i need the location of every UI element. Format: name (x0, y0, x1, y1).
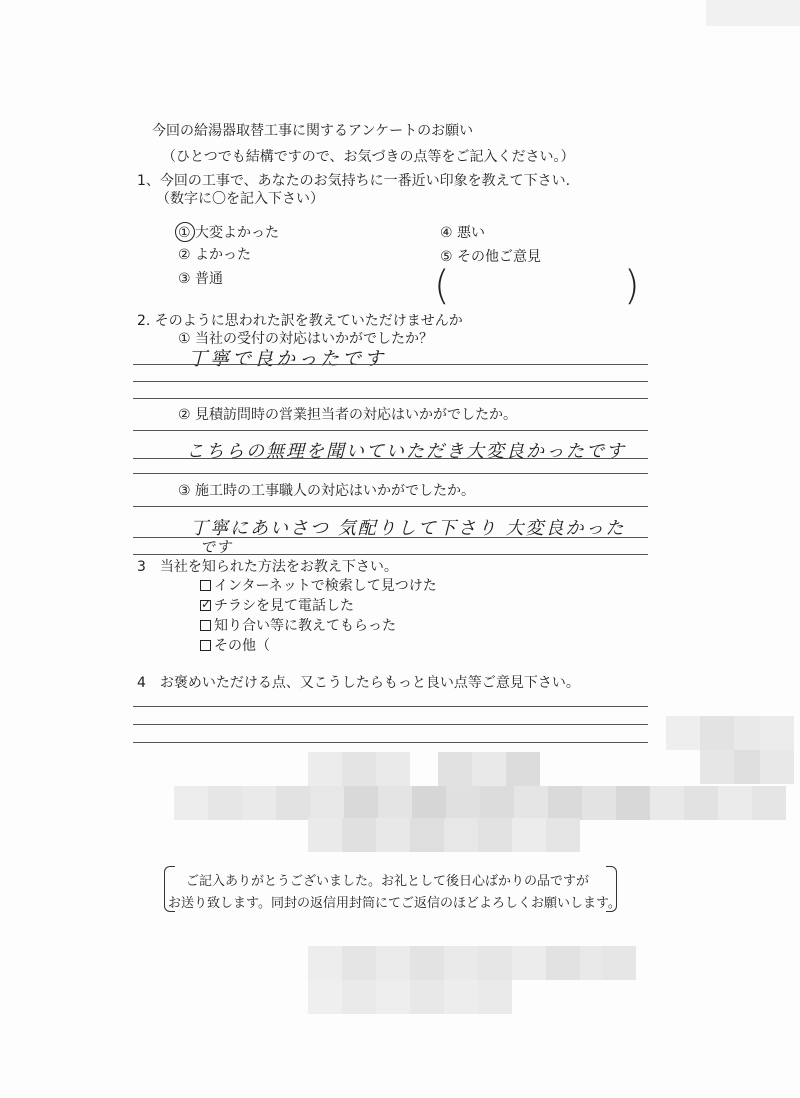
q1-option-5-label: その他ご意見 (457, 249, 542, 265)
q1-option-4-label: 悪い (457, 225, 486, 241)
survey-subtitle: （ひとつでも結構ですので、お気づきの点等をご記入ください。） (162, 149, 575, 165)
answer-line (133, 724, 648, 725)
answer-line (133, 706, 648, 707)
q1-option-4-num: ④ (440, 225, 453, 241)
survey-title: 今回の給湯器取替工事に関するアンケートのお願い (152, 123, 474, 139)
q1-instruction: （数字に〇を記入下さい） (156, 191, 324, 207)
q3-option-2[interactable] (200, 597, 354, 615)
answer-line (133, 381, 648, 382)
q4-question: 4 お褒めいただける点、又こうしたらもっと良い点等ご意見下さい。 (137, 675, 580, 691)
q3-option-4-label: その他（ (214, 638, 270, 654)
q1-option-1-num: ① (178, 225, 191, 241)
checkbox-icon[interactable] (200, 580, 211, 591)
q2-question: 2. そのように思われた訳を教えていただけませんか (137, 313, 463, 329)
q2-item-1-answer[interactable]: 丁寧で良かったです (188, 348, 387, 370)
footer-line-2: お送り致します。同封の返信用封筒にてご返信のほどよろしくお願いします。 (168, 896, 621, 911)
q1-option-3-label: 普通 (195, 271, 224, 287)
answer-line (133, 430, 648, 431)
q1-option-2[interactable] (178, 246, 251, 264)
q1-other-paren-close: ) (624, 263, 640, 309)
q1-question: 1、今回の工事で、あなたのお気持ちに一番近い印象を教えて下さい. (137, 173, 571, 189)
q1-option-3[interactable] (178, 270, 223, 288)
q2-item-2-label: ② 見積訪問時の営業担当者の対応はいかがでしたか。 (178, 407, 517, 423)
answer-line (133, 458, 648, 459)
checkbox-icon[interactable] (200, 620, 211, 631)
q1-option-1-label: 大変よかった (195, 225, 280, 241)
answer-line (133, 473, 648, 474)
q3-option-3-label: 知り合い等に教えてもらった (214, 618, 396, 634)
q3-option-4[interactable] (200, 637, 270, 655)
answer-line (133, 554, 648, 555)
answer-line (133, 742, 648, 743)
answer-line (133, 364, 648, 365)
answer-line (133, 506, 648, 507)
q1-option-5[interactable] (440, 248, 541, 266)
q3-option-2-label: チラシを見て電話した (214, 598, 354, 614)
q1-option-3-num: ③ (178, 271, 191, 287)
q3-option-3[interactable] (200, 617, 396, 635)
q2-item-2-answer[interactable]: こちらの無理を聞いていただき大変良かったです (186, 441, 626, 462)
q2-item-3-answer-cont: です (200, 538, 233, 556)
q1-option-4[interactable] (440, 224, 485, 242)
q1-other-paren-open: ( (434, 263, 450, 309)
selection-circle-mark (175, 222, 195, 242)
q1-option-1[interactable] (178, 224, 279, 242)
q2-item-3-label: ③ 施工時の工事職人の対応はいかがでしたか。 (178, 483, 475, 499)
scan-corner-shade (706, 0, 800, 26)
footer-line-1: ご記入ありがとうございました。お礼として後日心ばかりの品ですが (186, 874, 590, 889)
q2-item-3-answer[interactable]: 丁寧にあいさつ 気配りして下さり 大変良かった (190, 518, 626, 539)
q1-option-5-num: ⑤ (440, 249, 453, 265)
answer-line (133, 398, 648, 399)
q1-option-2-label: よかった (195, 247, 252, 263)
q1-option-2-num: ② (178, 247, 191, 263)
checked-checkbox-icon[interactable] (200, 600, 211, 611)
checkbox-icon[interactable] (200, 640, 211, 651)
q3-option-1-label: インターネットで検索して見つけた (214, 578, 437, 594)
q3-option-1[interactable] (200, 577, 437, 595)
q2-item-1-label: ① 当社の受付の対応はいかがでしたか？ (178, 331, 433, 347)
q3-question: 3 当社を知られた方法をお教え下さい。 (137, 559, 398, 575)
